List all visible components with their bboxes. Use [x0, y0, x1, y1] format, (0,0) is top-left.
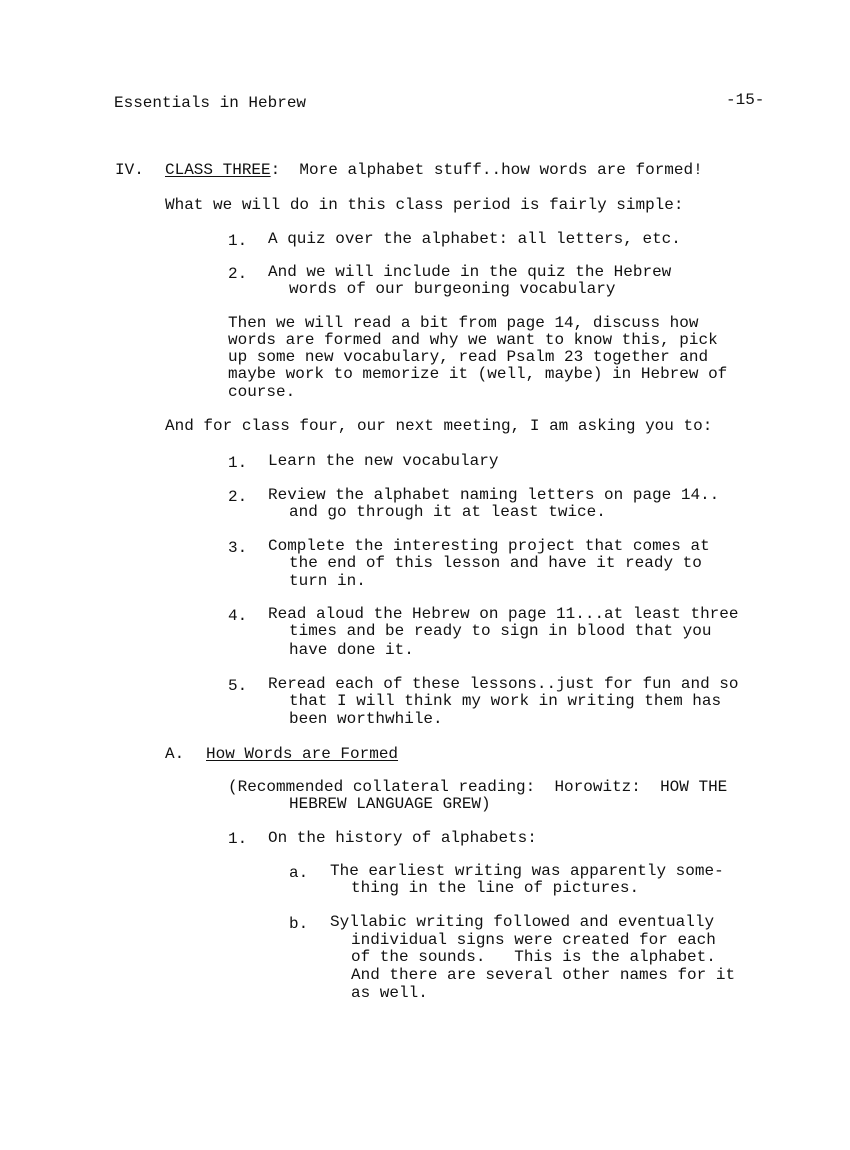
running-header-title: Essentials in Hebrew — [114, 94, 307, 112]
assignment-item-text-continued: have done it. — [289, 641, 414, 659]
assignment-item-text: Reread each of these lessons..just for fun and so — [268, 675, 739, 693]
quiz-item-text: A quiz over the alphabet: all letters, etc. — [268, 230, 681, 248]
section-a-label: A. — [165, 745, 185, 763]
assignment-item-number: 3. — [228, 539, 248, 557]
subitem-text-continued: of the sounds. This is the alphabet. — [351, 948, 716, 966]
assignment-item-text: Complete the interesting project that comes at — [268, 537, 710, 555]
then-paragraph-line: course. — [228, 383, 296, 401]
section-iv-label: IV. — [115, 161, 144, 179]
recommended-reading-line: (Recommended collateral reading: Horowitz: HOW THE — [228, 778, 728, 796]
section-iv-intro: What we will do in this class period is fairly simple: — [165, 196, 684, 214]
assignment-item-text: Read aloud the Hebrew on page 11...at least three — [268, 605, 739, 623]
section-iv-heading: CLASS THREE — [165, 161, 271, 179]
assignment-item-number: 2. — [228, 488, 248, 506]
then-paragraph-line: up some new vocabulary, read Psalm 23 together and — [228, 348, 709, 366]
subitem-text-continued: individual signs were created for each — [351, 931, 716, 949]
assignment-item-text-continued: and go through it at least twice. — [289, 503, 606, 521]
assignment-item-number: 1. — [228, 454, 248, 472]
assignment-item-text-continued: that I will think my work in writing them has — [289, 692, 722, 710]
subitem-text-continued: And there are several other names for it — [351, 966, 736, 984]
assignment-item-text-continued: turn in. — [289, 572, 366, 590]
quiz-item-number: 1. — [228, 232, 248, 250]
subitem-text-continued: thing in the line of pictures. — [351, 879, 640, 897]
history-item-text: On the history of alphabets: — [268, 829, 537, 847]
assignment-item-text-continued: been worthwhile. — [289, 710, 443, 728]
page-number: -15- — [726, 91, 765, 109]
assignment-item-number: 5. — [228, 677, 248, 695]
subitem-text: Syllabic writing followed and eventually — [330, 913, 715, 931]
subitem-letter: a. — [289, 864, 309, 882]
then-paragraph-line: Then we will read a bit from page 14, discuss how — [228, 314, 699, 332]
assignment-item-number: 4. — [228, 607, 248, 625]
section-a-heading: How Words are Formed — [206, 745, 399, 763]
quiz-item-text: And we will include in the quiz the Hebrew — [268, 263, 672, 281]
section-iv-heading-line — [165, 162, 703, 179]
then-paragraph-line: maybe work to memorize it (well, maybe) in Hebrew of — [228, 365, 728, 383]
assignment-item-text: Learn the new vocabulary — [268, 452, 499, 470]
section-iv-heading-rest: : More alphabet stuff..how words are formed! — [270, 161, 703, 179]
then-paragraph-line: words are formed and why we want to know this, pick — [228, 331, 718, 349]
recommended-reading-line: HEBREW LANGUAGE GREW) — [289, 795, 491, 813]
assignment-item-text: Review the alphabet naming letters on page 14.. — [268, 486, 720, 504]
assignment-item-text-continued: the end of this lesson and have it ready to — [289, 554, 702, 572]
subitem-text: The earliest writing was apparently some- — [330, 862, 724, 880]
subitem-text-continued: as well. — [351, 984, 428, 1002]
quiz-item-number: 2. — [228, 265, 248, 283]
subitem-letter: b. — [289, 915, 309, 933]
history-item-number: 1. — [228, 830, 248, 848]
class-four-intro: And for class four, our next meeting, I am asking you to: — [165, 417, 713, 435]
assignment-item-text-continued: times and be ready to sign in blood that you — [289, 622, 712, 640]
quiz-item-text-continued: words of our burgeoning vocabulary — [289, 280, 616, 298]
